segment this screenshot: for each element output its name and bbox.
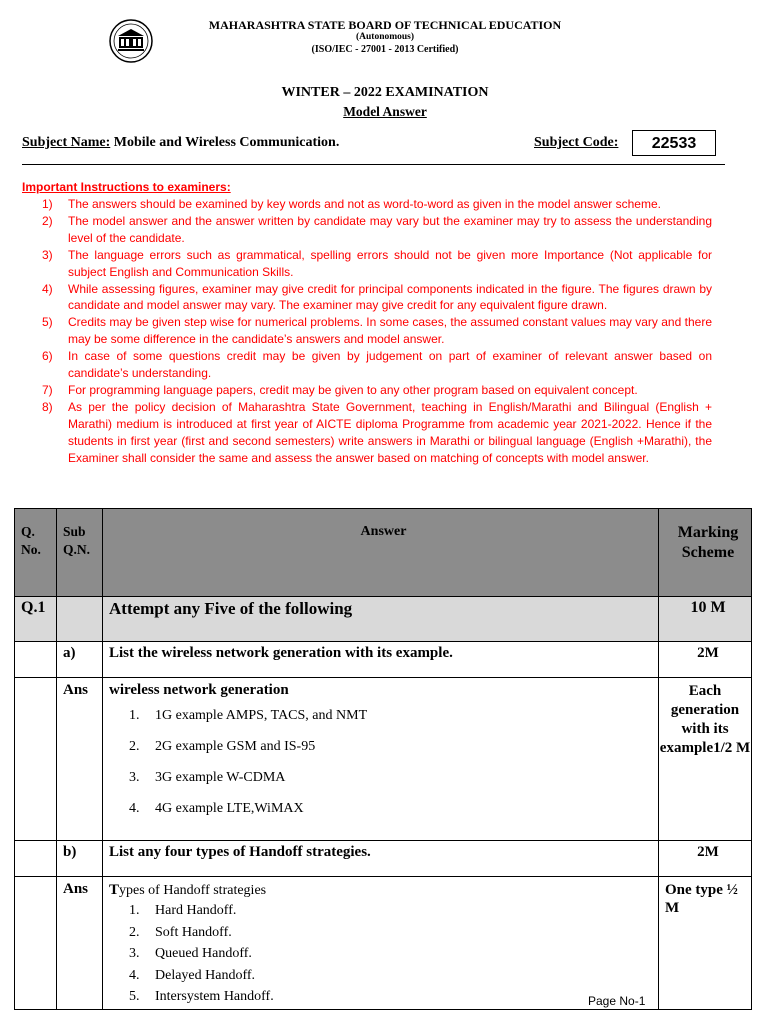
ans-b-label: Ans <box>57 877 103 1010</box>
list-text: Intersystem Handoff. <box>155 989 274 1004</box>
question-b-marks: 2M <box>659 841 752 877</box>
q1-number: Q.1 <box>15 597 57 642</box>
ans-b-scheme: One type ½ M <box>659 877 752 1010</box>
sub-b: b) <box>57 841 103 877</box>
list-number: 7) <box>42 382 53 397</box>
list-number: 2. <box>129 739 140 754</box>
subject-code-label: Subject Code: <box>534 135 619 150</box>
list-item <box>22 213 712 247</box>
autonomous-text: (Autonomous) <box>355 32 415 42</box>
list-text: 3G example W-CDMA <box>155 770 286 785</box>
list-text: The model answer and the answer written by candidate may vary but the examiner may try to assess the understanding level of the candidate. <box>68 213 712 245</box>
q1-title: Attempt any Five of the following <box>103 597 659 642</box>
subject-name: Subject Name: Mobile and Wireless Communication. <box>22 135 340 150</box>
list-text: 4G example LTE,WiMAX <box>155 801 304 816</box>
generation-list <box>109 707 658 817</box>
list-item <box>22 348 712 382</box>
list-item <box>109 943 658 965</box>
list-item <box>109 738 658 755</box>
header-marking: Marking Scheme <box>659 509 752 597</box>
page-number: Page No-1 <box>588 994 646 1008</box>
list-number: 4. <box>129 967 140 983</box>
list-text: The language errors such as grammatical, spelling errors should not be given more Importance (Not applicable for subject English and Communication Skills. <box>68 247 712 279</box>
list-number: 5) <box>42 315 53 330</box>
msbte-logo <box>108 18 154 64</box>
instructions-list <box>22 196 712 467</box>
list-text: In case of some questions credit may be given by judgement on part of examiner of relevant answer based on candidate’s understanding. <box>68 349 712 381</box>
list-number: 4. <box>129 801 140 816</box>
list-item <box>109 922 658 944</box>
divider <box>22 164 725 165</box>
list-item <box>22 382 712 399</box>
model-answer-heading: Model Answer <box>343 104 427 119</box>
list-text: For programming language papers, credit may be given to any other program based on equivalent concept. <box>68 382 638 397</box>
ans-b-title: Types of Handoff strategies <box>109 882 267 898</box>
question-a-text: List the wireless network generation with its example. <box>103 642 659 678</box>
answer-a-row <box>15 678 752 841</box>
list-number: 2. <box>129 924 140 940</box>
list-text: 1G example AMPS, TACS, and NMT <box>155 708 368 723</box>
board-name: MAHARASHTRA STATE BOARD OF TECHNICAL EDUCATION <box>208 18 562 32</box>
instructions-title: Important Instructions to examiners: <box>22 180 231 194</box>
list-text: The answers should be examined by key words and not as word-to-word as given in the model answer scheme. <box>68 197 661 211</box>
list-number: 2) <box>42 213 53 228</box>
list-item <box>22 196 712 213</box>
answer-b-row <box>15 877 752 1010</box>
list-item <box>22 281 712 315</box>
list-text: Queued Handoff. <box>155 946 252 961</box>
table-header-row <box>15 509 752 597</box>
list-text: Hard Handoff. <box>155 903 237 918</box>
list-text: As per the policy decision of Maharashtra State Government, teaching in English/Marathi and Bilingual (English + Marathi) medium is introduced at first year of AICTE diploma Programme from academic year 2021-2022. Hence if the students in first year (first and second semesters) write answers in Marathi or bilingual language (English +Marathi), the Examiner shall consider the same and assess the answer based on matching of concepts with model answer. <box>68 399 712 465</box>
iso-text: (ISO/IEC - 27001 - 2013 Certified) <box>311 44 459 55</box>
list-number: 6) <box>42 349 53 364</box>
list-text: While assessing figures, examiner may give credit for principal components indicated in the figure. The figures drawn by candidate and model answer may vary. The examiner may give credit for any equivalent figure drawn. <box>68 281 712 313</box>
list-number: 1) <box>42 197 53 211</box>
list-number: 3. <box>129 770 140 785</box>
list-item <box>109 965 658 987</box>
list-text: Credits may be given step wise for numerical problems. In some cases, the assumed constant values may vary and there may be some difference in the candidate’s answers and model answer. <box>68 315 712 347</box>
exam-title: WINTER – 2022 EXAMINATION <box>281 85 489 100</box>
list-number: 3. <box>129 946 140 961</box>
ans-a-scheme: Each generation with its example1/2 M <box>659 678 752 841</box>
handoff-list <box>109 900 658 1008</box>
list-item <box>109 900 658 922</box>
list-item <box>22 399 712 467</box>
question-a-row <box>15 642 752 678</box>
list-number: 1. <box>129 903 140 918</box>
list-number: 3) <box>42 247 53 262</box>
header-qno: Q. No. <box>15 509 57 597</box>
list-number: 4) <box>42 281 53 296</box>
sub-a: a) <box>57 642 103 678</box>
answer-table <box>14 508 752 1010</box>
subject-code-box: 22533 <box>632 130 716 156</box>
list-item <box>109 986 658 1008</box>
list-text: Delayed Handoff. <box>155 967 256 983</box>
ans-a-title: wireless network generation <box>109 682 289 698</box>
list-number: 8) <box>42 399 53 414</box>
list-text: Soft Handoff. <box>155 924 232 940</box>
q1-marks: 10 M <box>659 597 752 642</box>
question-a-marks: 2M <box>659 642 752 678</box>
list-number: 1. <box>129 708 140 723</box>
list-item <box>109 707 658 724</box>
list-item <box>109 769 658 786</box>
question-b-text: List any four types of Handoff strategies. <box>103 841 659 877</box>
header-subqn: Sub Q.N. <box>57 509 103 597</box>
list-item <box>109 800 658 817</box>
list-number: 5. <box>129 989 140 1004</box>
list-text: 2G example GSM and IS-95 <box>155 739 316 754</box>
header-answer: Answer <box>103 509 659 597</box>
q1-row <box>15 597 752 642</box>
ans-a-label: Ans <box>57 678 103 841</box>
list-item <box>22 247 712 281</box>
question-b-row <box>15 841 752 877</box>
list-item <box>22 314 712 348</box>
